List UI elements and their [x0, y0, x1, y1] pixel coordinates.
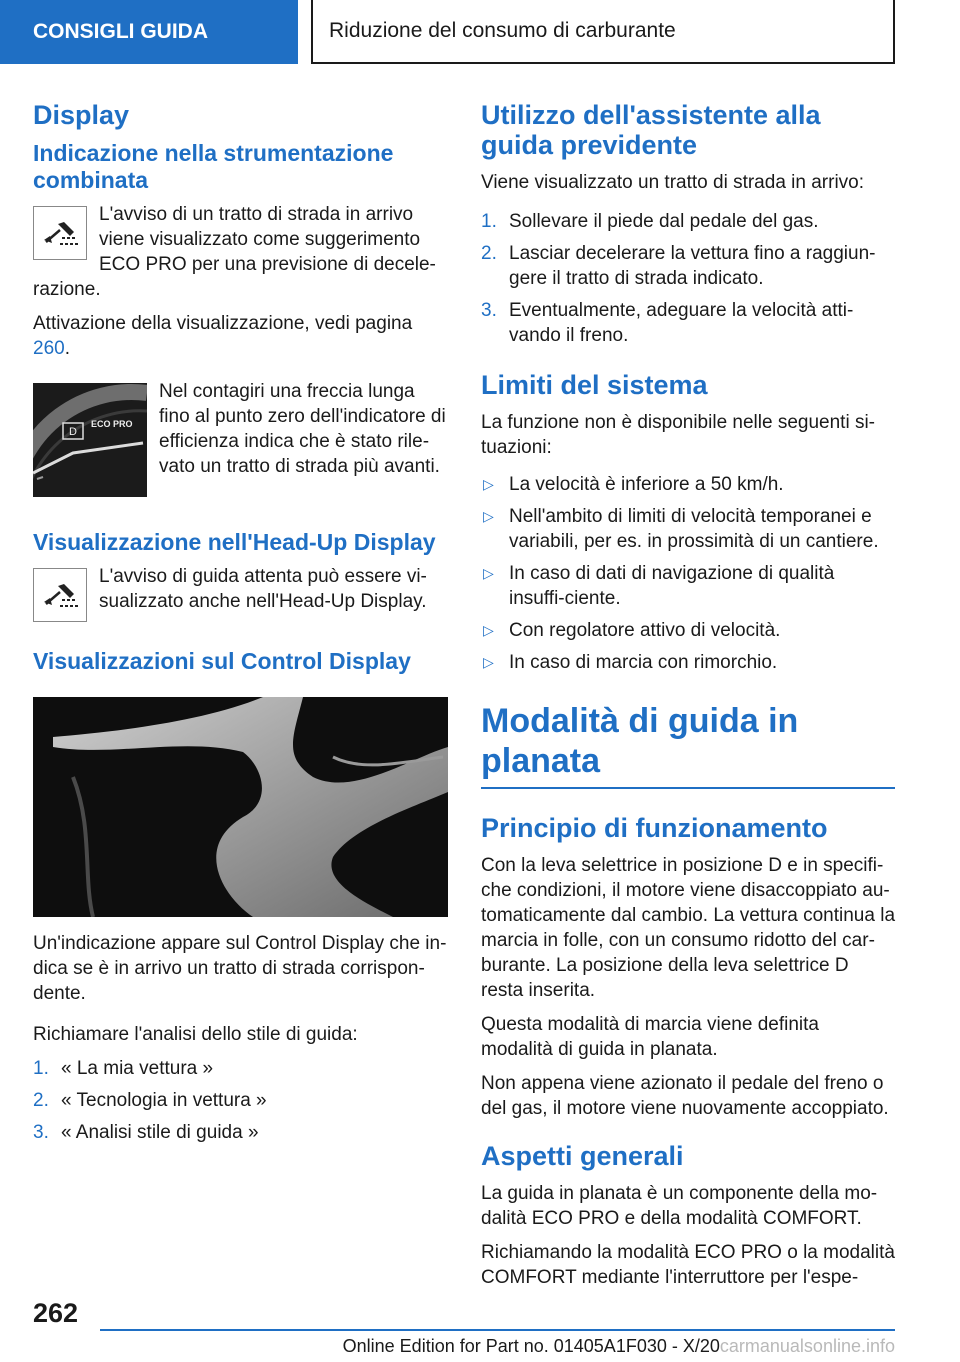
heading-control-display: Visualizzazioni sul Control Display	[33, 648, 411, 674]
right-column	[481, 100, 895, 1299]
tachometer-image	[33, 383, 147, 497]
menu-steps	[33, 1056, 448, 1145]
activation-text: Attivazione della visualizzazione, vedi pagina	[33, 313, 413, 334]
calling-text: Richiamando la modalità ECO PRO o la modalità COMFORT mediante l'interruttore per l'espe-	[481, 1242, 895, 1288]
footer-edition	[306, 1336, 895, 1357]
triangle-bullet-icon: ▷	[483, 654, 494, 670]
hud-notice-text: L'avviso di guida attenta può essere vi-sualizzato anche nell'Head-Up Display.	[99, 566, 427, 612]
cluster-notice-text: Nel contagiri una freccia lunga fino al punto zero dell'indicatore di efficienza indica che è stato rile-vato un tratto di strada più avanti.	[159, 381, 446, 477]
section-label: CONSIGLI GUIDA	[33, 20, 209, 43]
watermark: carmanualsonline.info	[719, 1336, 895, 1356]
call-instruction: Richiamare l'analisi dello stile di guida:	[33, 1024, 358, 1045]
page-link-260[interactable]: 260	[33, 338, 65, 359]
cluster-notice	[33, 379, 448, 505]
step-number: 2.	[33, 1090, 49, 1111]
heading-system-limits: Limiti del sistema	[481, 370, 708, 400]
step-number: 1.	[481, 211, 497, 232]
list-item-text: In caso di marcia con rimorchio.	[509, 652, 778, 673]
step-text: Eventualmente, adeguare la velocità atti-vando il freno.	[509, 300, 854, 346]
hud-notice	[33, 564, 448, 624]
list-item-text: La velocità è inferiore a 50 km/h.	[509, 474, 784, 495]
heading-coasting-mode: Modalità di guida in planata	[481, 701, 895, 789]
assistant-intro: Viene visualizzato un tratto di strada in arrivo:	[481, 172, 865, 193]
definition-text: Questa modalità di marcia viene definita modalità di guida in planata.	[481, 1014, 819, 1060]
page-number: 262	[33, 1298, 79, 1328]
list-item-text: In caso di dati di navigazione di qualità insuffi-ciente.	[509, 563, 835, 609]
assistant-step	[481, 298, 895, 348]
triangle-bullet-icon: ▷	[483, 622, 494, 638]
step-text: Lasciar decelerare la vettura fino a raggiun-gere il tratto di strada indicato.	[509, 243, 876, 289]
chapter-title: Riduzione del consumo di carburante	[329, 19, 676, 42]
heading-instrument-cluster: Indicazione nella strumentazione combinata	[33, 140, 394, 193]
gear-indicator: D	[69, 426, 77, 438]
foot-off-pedal-icon	[33, 568, 87, 622]
menu-step	[33, 1056, 448, 1081]
step-text: Sollevare il piede dal pedale del gas.	[509, 211, 819, 232]
general-text: La guida in planata è un componente della mo-dalità ECO PRO e della modalità COMFORT.	[481, 1183, 878, 1229]
list-item-text: Nell'ambito di limiti di velocità temporanei e variabili, per es. in prossimità di un cantiere.	[509, 506, 879, 552]
section-tab	[0, 0, 298, 64]
limits-intro: La funzione non è disponibile nelle seguenti si-tuazioni:	[481, 412, 875, 458]
list-item-text: Con regolatore attivo di velocità.	[509, 620, 781, 641]
instrument-notice	[33, 202, 448, 311]
eco-pro-indicator: ECO PRO	[91, 419, 133, 429]
foot-off-pedal-icon	[33, 206, 87, 260]
chapter-header	[311, 0, 895, 64]
menu-step	[33, 1120, 448, 1145]
activation-suffix: .	[64, 338, 70, 359]
left-column	[33, 100, 448, 1154]
menu-item-my-vehicle[interactable]: « La mia vettura »	[61, 1058, 214, 1079]
list-item	[481, 618, 895, 643]
limits-list	[481, 472, 895, 675]
list-item	[481, 561, 895, 611]
instrument-notice-text: L'avviso di un tratto di strada in arrivo viene visualizzato come suggerimento ECO PRO per una previsione di decele-razione.	[33, 204, 436, 300]
list-item	[481, 650, 895, 675]
road-section-image	[33, 697, 448, 917]
list-item	[481, 472, 895, 497]
triangle-bullet-icon: ▷	[483, 565, 494, 581]
menu-step	[33, 1088, 448, 1113]
step-number: 3.	[33, 1122, 49, 1143]
assistant-step	[481, 209, 895, 234]
heading-anticipatory-assistant: Utilizzo dell'assistente alla guida previdente	[481, 100, 821, 160]
step-number: 1.	[33, 1058, 49, 1079]
heading-head-up-display: Visualizzazione nell'Head-Up Display	[33, 529, 436, 555]
activation-reference	[33, 311, 448, 361]
triangle-bullet-icon: ▷	[483, 508, 494, 524]
edition-text: Online Edition for Part no. 01405A1F030 - X/20	[342, 1336, 720, 1356]
reengage-text: Non appena viene azionato il pedale del freno o del gas, il motore viene nuovamente accoppiato.	[481, 1073, 889, 1119]
step-number: 2.	[481, 243, 497, 264]
step-number: 3.	[481, 300, 497, 321]
menu-item-driving-style-analysis[interactable]: « Analisi stile di guida »	[61, 1122, 259, 1143]
menu-item-vehicle-technology[interactable]: « Tecnologia in vettura »	[61, 1090, 267, 1111]
principle-text: Con la leva selettrice in posizione D e in specifi-che condizioni, il motore viene disaccoppiato au-tomaticamente dal cambio. La vettura continua la marcia in folle, con un consumo ridotto del car-burante. La posizione della leva selettrice D resta inserita.	[481, 855, 896, 1001]
heading-general-aspects: Aspetti generali	[481, 1141, 684, 1171]
triangle-bullet-icon: ▷	[483, 476, 494, 492]
heading-display: Display	[33, 100, 130, 130]
assistant-steps	[481, 209, 895, 348]
control-display-text: Un'indicazione appare sul Control Display che in-dica se è in arrivo un tratto di strada corrispon-dente.	[33, 933, 447, 1004]
assistant-step	[481, 241, 895, 291]
heading-operating-principle: Principio di funzionamento	[481, 813, 828, 843]
footer-divider	[100, 1329, 895, 1331]
list-item	[481, 504, 895, 554]
